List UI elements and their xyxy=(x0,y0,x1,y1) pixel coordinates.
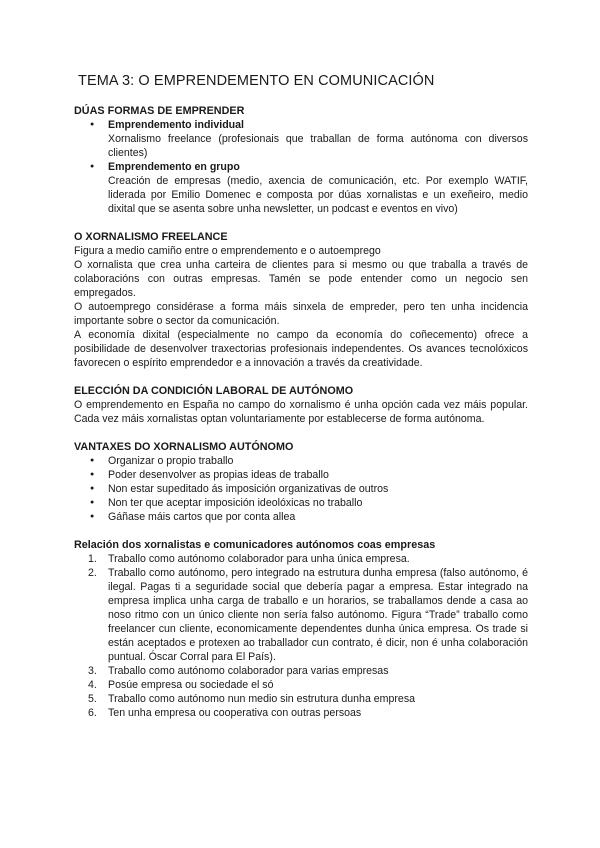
item-title: ● Emprendemento en grupo xyxy=(108,161,240,173)
paragraph: O autoemprego considérase a forma máis sinxela de empreder, pero ten unha incidencia importante sobre o sector da comunicación. xyxy=(74,301,528,327)
item-number: 4. xyxy=(88,679,97,691)
item-text: Traballo como autónomo colaborador para varias empresas xyxy=(108,665,389,677)
list-item xyxy=(74,118,528,160)
item-text: Traballo como autónomo, pero integrado na estrutura dunha empresa (falso autónomo, é ilegal. Pagas ti a seguridade social que debería pagar a empresa. Estar integrado na empresa implica unha carga de traballo e un horarios, se traballamos dende a casa ao noso ritmo con un único cliente non sería falso autónomo. Figura “Trade” traballo como freelancer cun cliente, economicamente dependentes dunha única empresa. Os trade si están aceptados e protexen ao traballador cun contrato, é dicir, non é unha colaboración puntual. Óscar Corral para El País). xyxy=(108,567,528,663)
item-body: Creación de empresas (medio, axencia de comunicación, etc. Por exemplo WATIF, liderada por Emilio Domenec e composta por dúas xornalistas e un exeñeiro, medio dixital que se asenta sobre unha newsletter, un podcast e eventos en vivo) xyxy=(108,175,528,215)
item-number: 3. xyxy=(88,665,97,677)
list-item xyxy=(74,160,528,216)
item-title: ● Emprendemento individual xyxy=(108,119,244,131)
list-item xyxy=(74,692,528,706)
page-title: TEMA 3: O EMPRENDEMENTO EN COMUNICACIÓN xyxy=(78,73,435,89)
paragraph: A economía dixital (especialmente no campo da economía do coñecemento) ofrece a posibilidade de desenvolver traxectorias profesionais independentes. Os avances tecnolóxicos favorecen o espírito emprendedor e a innovación a través da creatividade. xyxy=(74,329,528,369)
vantaxes-list xyxy=(74,454,528,524)
section-heading-formas: DÚAS FORMAS DE EMPRENDER xyxy=(74,105,245,117)
section-heading-vantaxes: VANTAXES DO XORNALISMO AUTÓNOMO xyxy=(74,441,294,453)
list-item xyxy=(74,706,528,720)
list-item xyxy=(74,566,528,664)
item-body: Xornalismo freelance (profesionais que traballan de forma autónoma con diversos clientes) xyxy=(108,133,528,159)
list-item: ● Gáñase máis cartos que por conta allea xyxy=(74,510,528,524)
item-number: 5. xyxy=(88,693,97,705)
list-item xyxy=(74,678,528,692)
item-number: 6. xyxy=(88,707,97,719)
item-text: Traballo como autónomo colaborador para unha única empresa. xyxy=(108,553,410,565)
document-body xyxy=(74,100,528,720)
section-heading-relacion: Relación dos xornalistas e comunicadores autónomos coas empresas xyxy=(74,539,436,551)
list-item xyxy=(74,552,528,566)
item-number: 2. xyxy=(88,567,97,579)
item-text: Ten unha empresa ou cooperativa con outras persoas xyxy=(108,707,362,719)
paragraph: O xornalista que crea unha carteira de clientes para si mesmo ou que traballa a través de colaboracións con outras empresas. Tamén se pode entender como un negocio sen empregados. xyxy=(74,259,528,299)
section-heading-freelance: O XORNALISMO FREELANCE xyxy=(74,231,228,243)
list-item: ● Non ter que aceptar imposición ideolóxicas no traballo xyxy=(74,496,528,510)
list-item: ● Organizar o propio traballo xyxy=(74,454,528,468)
item-text: Traballo como autónomo nun medio sin estrutura dunha empresa xyxy=(108,693,416,705)
paragraph: Figura a medio camiño entre o emprendemento e o autoemprego xyxy=(74,245,381,257)
list-item: ● Non estar supeditado ás imposición organizativas de outros xyxy=(74,482,528,496)
item-text: Posúe empresa ou sociedade el só xyxy=(108,679,274,691)
list-item xyxy=(74,664,528,678)
section-heading-autonomo: ELECCIÓN DA CONDICIÓN LABORAL DE AUTÓNOMO xyxy=(74,385,354,397)
emprender-list xyxy=(74,118,528,216)
list-item: ● Poder desenvolver as propias ideas de traballo xyxy=(74,468,528,482)
item-number: 1. xyxy=(88,553,97,565)
paragraph: O emprendemento en España no campo do xornalismo é unha opción cada vez máis popular. Cada vez máis xornalistas optan voluntariamente por establecerse de forma autónoma. xyxy=(74,399,528,425)
relacion-list xyxy=(74,552,528,720)
